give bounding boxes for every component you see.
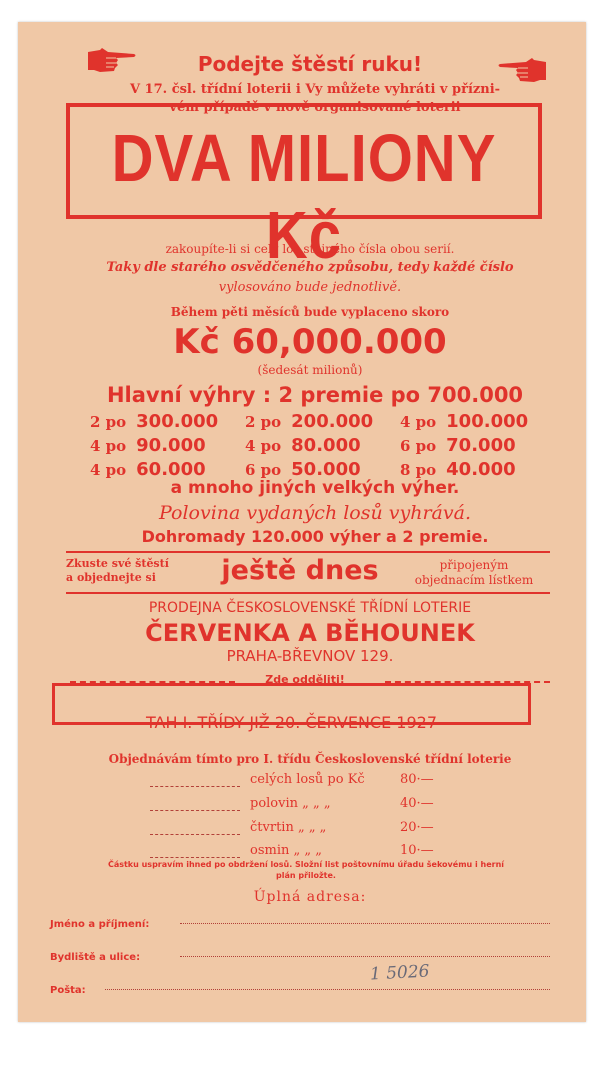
headline: Podejte štěstí ruku! — [197, 52, 423, 76]
cta-left-line-1: Zkuste své štěstí — [66, 557, 169, 570]
payment-note-2: plán přiložte. — [276, 871, 336, 880]
cta-left-line-2: a objednejte si — [66, 571, 156, 584]
name-field-line[interactable] — [180, 923, 550, 924]
residence-field-line[interactable] — [180, 956, 550, 957]
payout-intro: Během pěti měsíců bude vyplaceno skoro — [170, 305, 450, 319]
order-row-label: polovin „ „ „ — [250, 796, 331, 811]
prize-cell: 4 po 100.000 — [400, 411, 529, 432]
prize-cell: 8 po 40.000 — [400, 459, 516, 480]
pointing-hand-right-icon — [86, 46, 138, 74]
many-more-prizes: a mnoho jiných velkých výher. — [170, 478, 460, 498]
residence-field-label: Bydliště a ulice: — [50, 952, 141, 963]
prize-table — [70, 411, 550, 483]
cut-label: Zde odděliti! — [265, 673, 345, 686]
total-words: (šedesát milionů) — [257, 363, 363, 377]
cta-right-line-1: připojeným — [439, 558, 509, 572]
prize-row — [70, 435, 550, 459]
prize-cell: 4 po 90.000 — [90, 435, 206, 456]
order-row-half — [150, 796, 440, 816]
method-line-1: Taky dle starého osvědčeného způsobu, tedy každé číslo — [106, 260, 514, 275]
residence-field[interactable] — [50, 945, 550, 965]
address-heading: Úplná adresa: — [253, 889, 367, 905]
quantity-blank[interactable] — [150, 810, 240, 811]
quantity-blank[interactable] — [150, 857, 240, 858]
pencil-inventory-note: 1 5026 — [369, 961, 430, 985]
name-field[interactable] — [50, 912, 550, 932]
name-field-label: Jméno a příjmení: — [50, 919, 150, 930]
order-row-label: osmin „ „ „ — [250, 843, 322, 858]
total-amount: Kč 60,000.000 — [173, 322, 447, 362]
order-row-price: 80·— — [400, 772, 434, 787]
post-office-field-line[interactable] — [105, 989, 550, 990]
order-row-label: celých losů po Kč — [250, 772, 365, 787]
order-row-price: 20·— — [400, 820, 434, 835]
cta-today: ještě dnes — [221, 555, 379, 586]
order-row-whole — [150, 772, 440, 792]
prize-cell: 4 po 60.000 — [90, 459, 206, 480]
prize-cell: 4 po 80.000 — [245, 435, 361, 456]
total-wins: Dohromady 120.000 výher a 2 premie. — [141, 527, 489, 546]
intro-line-2: vém případě v nově organisované loterii — [169, 100, 461, 115]
pointing-hand-left-icon — [496, 56, 548, 84]
intro-line-1: V 17. čsl. třídní loterii i Vy můžete vyhráti v přízni- — [129, 82, 501, 97]
prize-row — [70, 411, 550, 435]
order-row-price: 10·— — [400, 843, 434, 858]
prize-cell: 2 po 300.000 — [90, 411, 219, 432]
post-office-field[interactable] — [50, 978, 550, 998]
prize-cell: 6 po 50.000 — [245, 459, 361, 480]
quantity-blank[interactable] — [150, 834, 240, 835]
prize-cell: 2 po 200.000 — [245, 411, 374, 432]
order-row-price: 40·— — [400, 796, 434, 811]
method-line-2: vylosováno bude jednotlivě. — [218, 280, 402, 295]
payment-note-1: Částku uspravím ihned po obdržení losů. Složní list poštovnímu úřadu šekovému i herní — [107, 860, 505, 869]
half-wins: Polovina vydaných losů vyhrává. — [159, 502, 471, 524]
seller-line: PRODEJNA ČESKOSLOVENSKÉ TŘÍDNÍ LOTERIE — [148, 600, 472, 616]
jackpot-title: DVA MILIONY Kč — [111, 121, 497, 273]
cta-right-line-2: objednacím lístkem — [414, 573, 534, 587]
order-row-quarter — [150, 820, 440, 840]
quantity-blank[interactable] — [150, 786, 240, 787]
seller-name: ČERVENKA A BĚHOUNEK — [145, 619, 475, 647]
post-office-field-label: Pošta: — [50, 985, 86, 996]
seller-address: PRAHA-BŘEVNOV 129. — [226, 647, 394, 665]
condition-text: zakoupíte-li si celý los stejného čísla obou serií. — [165, 242, 455, 256]
divider-bottom — [66, 592, 550, 594]
order-intro: Objednávám tímto pro I. třídu Československé třídní loterie — [108, 752, 512, 766]
prize-cell: 6 po 70.000 — [400, 435, 516, 456]
draw-date: TAH I. TŘÍDY JIŽ 20. ČERVENCE 1927 — [145, 713, 438, 732]
main-prize: Hlavní výhry : 2 premie po 700.000 — [106, 383, 524, 407]
order-row-label: čtvrtin „ „ „ — [250, 820, 327, 835]
divider-top — [66, 551, 550, 553]
